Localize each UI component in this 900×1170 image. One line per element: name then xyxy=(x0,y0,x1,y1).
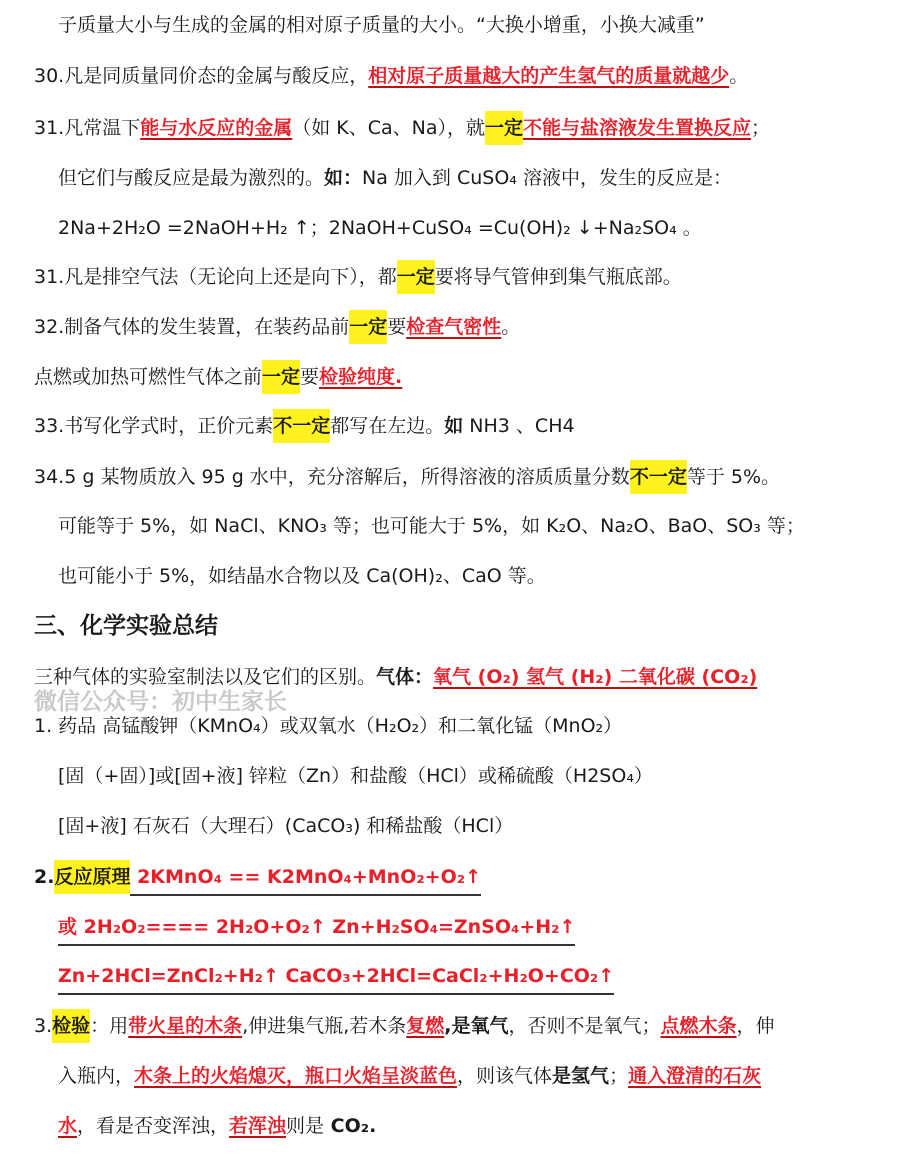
equation-h2o2-zn: 或 2H₂O₂==== 2H₂O+O₂↑ Zn+H₂SO₄=ZnSO₄+H₂↑ xyxy=(58,912,575,942)
item-33-formula: 33.书写化学式时，正价元素不一定都写在左边。如 NH3 、CH4 xyxy=(34,411,575,441)
item-31-air-collection: 31.凡是排空气法（无论向上还是向下），都一定要将导气管伸到集气瓶底部。 xyxy=(34,262,682,292)
line-acid-reaction: 但它们与酸反应是最为激烈的。如：Na 加入到 CuSO₄ 溶液中，发生的反应是： xyxy=(58,167,732,189)
line-reagents-h2: [固（+固）]或[固+液] 锌粒（Zn）和盐酸（HCl）或稀硫酸（H2SO₄） xyxy=(58,765,653,787)
line-three-gases: 三种气体的实验室制法以及它们的区别。气体：氧气 (O₂) 氢气 (H₂) 二氧化碳 (CO₂) xyxy=(34,666,758,688)
line-equal-greater: 可能等于 5%，如 NaCl、KNO₃ 等；也可能大于 5%，如 K₂O、Na₂O、BaO、SO₃ 等； xyxy=(58,515,805,537)
item-3-test: 3.检验：用带火星的木条,伸进集气瓶,若木条复燃,是氧气，否则不是氧气；点燃木条，伸 xyxy=(34,1011,775,1041)
line-0: 子质量大小与生成的金属的相对原子质量的大小。“大换小增重，小换大减重” xyxy=(58,14,705,36)
item-2-reaction: 2.反应原理 2KMnO₄ == K2MnO₄+MnO₂+O₂↑ xyxy=(34,862,481,892)
item-34-solution: 34.5 g 某物质放入 95 g 水中，充分溶解后，所得溶液的溶质质量分数不一定等于 5%。 xyxy=(34,462,780,492)
section-heading: 三、化学实验总结 xyxy=(34,613,218,639)
item-1-reagents: 1. 药品 高锰酸钾（KMnO₄）或双氧水（H₂O₂）和二氧化锰（MnO₂） xyxy=(34,715,623,737)
line-h2-test: 入瓶内，木条上的火焰熄灭，瓶口火焰呈淡蓝色，则该气体是氢气；通入澄清的石灰 xyxy=(58,1065,762,1087)
line-purity-check: 点燃或加热可燃性气体之前一定要检验纯度. xyxy=(34,362,402,392)
equation-na-cuso4: 2Na+2H₂O =2NaOH+H₂ ↑；2NaOH+CuSO₄ =Cu(OH)₂ ↓+Na₂SO₄ 。 xyxy=(58,217,702,239)
line-co2-test: 水，看是否变浑浊，若浑浊则是 CO₂. xyxy=(58,1115,377,1137)
line-reagents-co2: [固+液] 石灰石（大理石）(CaCO₃) 和稀盐酸（HCl） xyxy=(58,815,514,837)
watermark: 微信公众号：初中生家长 xyxy=(34,689,287,715)
item-31-water-metals: 31.凡常温下能与水反应的金属（如 K、Ca、Na），就一定不能与盐溶液发生置换反应； xyxy=(34,113,770,143)
item-32-apparatus: 32.制备气体的发生装置，在装药品前一定要检查气密性。 xyxy=(34,312,520,342)
equation-hcl-caco3: Zn+2HCl=ZnCl₂+H₂↑ CaCO₃+2HCl=CaCl₂+H₂O+CO₂↑ xyxy=(58,961,614,991)
item-30-mass: 30.凡是同质量同价态的金属与酸反应，相对原子质量越大的产生氢气的质量就越少。 xyxy=(34,65,749,87)
line-less: 也可能小于 5%，如结晶水合物以及 Ca(OH)₂、CaO 等。 xyxy=(58,565,546,587)
